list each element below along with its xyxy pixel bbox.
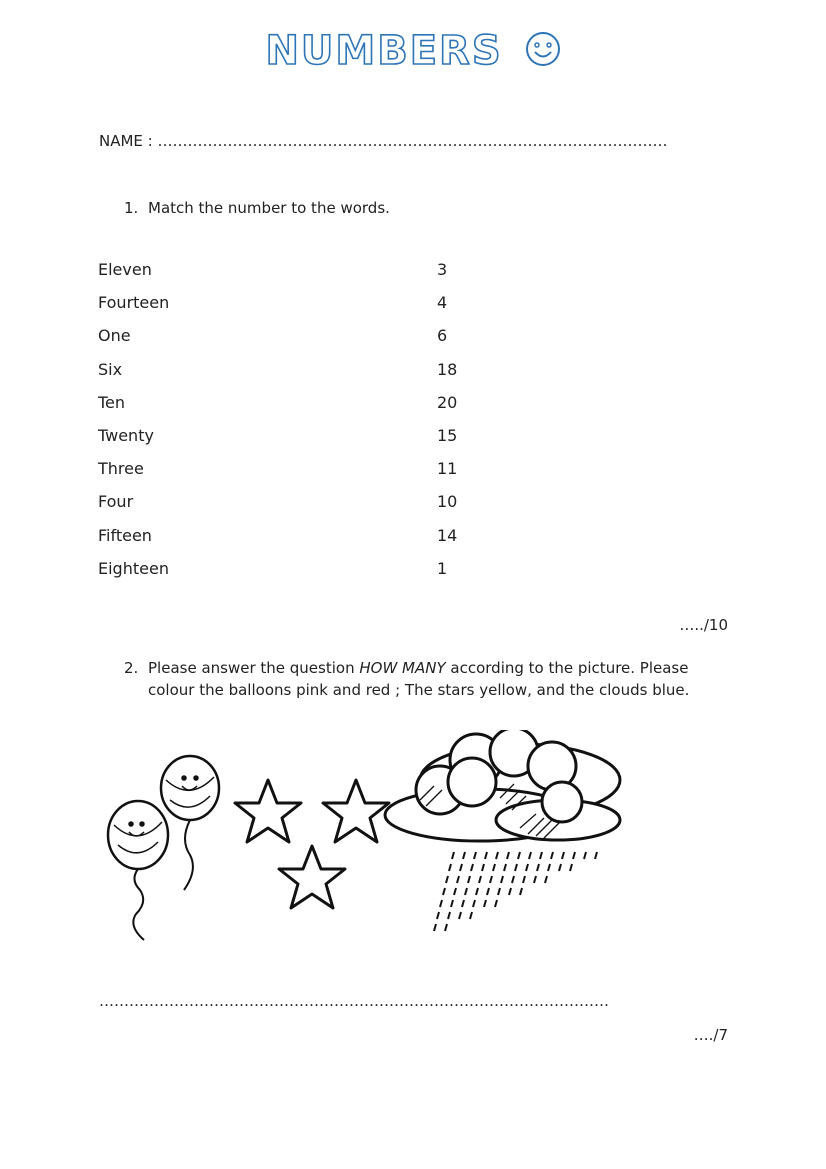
match-word: Eighteen	[98, 558, 169, 578]
question-2-emphasis: HOW MANY	[359, 659, 446, 677]
star-icon	[235, 780, 301, 842]
picture-area	[100, 730, 640, 950]
match-word: Fourteen	[98, 293, 170, 313]
name-field-line: NAME : …………………………………………………………………………………………	[99, 132, 668, 150]
match-word: Four	[98, 492, 134, 512]
answer-line: …………………………………………………………………………………………	[99, 992, 609, 1010]
balloons-icon	[108, 756, 219, 940]
question-2-text-after: according to the picture. Please colour the balloons pink and red ; The stars yellow, and the clouds blue.	[148, 659, 690, 699]
match-word: Eleven	[98, 260, 152, 279]
star-icon	[279, 846, 345, 908]
match-number: 11	[437, 459, 458, 479]
match-number: 10	[437, 492, 458, 512]
match-word: Six	[98, 359, 123, 379]
match-number: 14	[437, 525, 458, 545]
question-1-text: Match the number to the words.	[148, 199, 390, 217]
score-question-2: …./7	[693, 1026, 728, 1044]
question-2-number: 2.	[124, 659, 139, 677]
match-word: Twenty	[98, 425, 154, 445]
match-word: Three	[98, 459, 144, 479]
star-icon	[323, 780, 389, 842]
match-word: Ten	[98, 392, 126, 412]
page-title	[0, 28, 826, 77]
match-number: 18	[437, 359, 458, 379]
cloud-rain-icon	[385, 730, 620, 931]
question-2-text-before: Please answer the question	[148, 659, 360, 677]
match-word: One	[98, 326, 131, 346]
match-word: Fifteen	[98, 525, 152, 545]
score-question-1: …../10	[679, 616, 728, 634]
match-number: 4	[437, 293, 448, 313]
match-number: 1	[437, 558, 448, 578]
match-number: 15	[437, 425, 458, 445]
question-1-number: 1.	[124, 199, 139, 217]
match-number: 6	[437, 326, 448, 346]
match-number: 20	[437, 392, 458, 412]
smiley-icon	[525, 31, 561, 77]
match-number: 3	[437, 260, 448, 279]
page-title-text: NUMBERS	[265, 28, 503, 74]
question-2-text	[148, 657, 708, 701]
